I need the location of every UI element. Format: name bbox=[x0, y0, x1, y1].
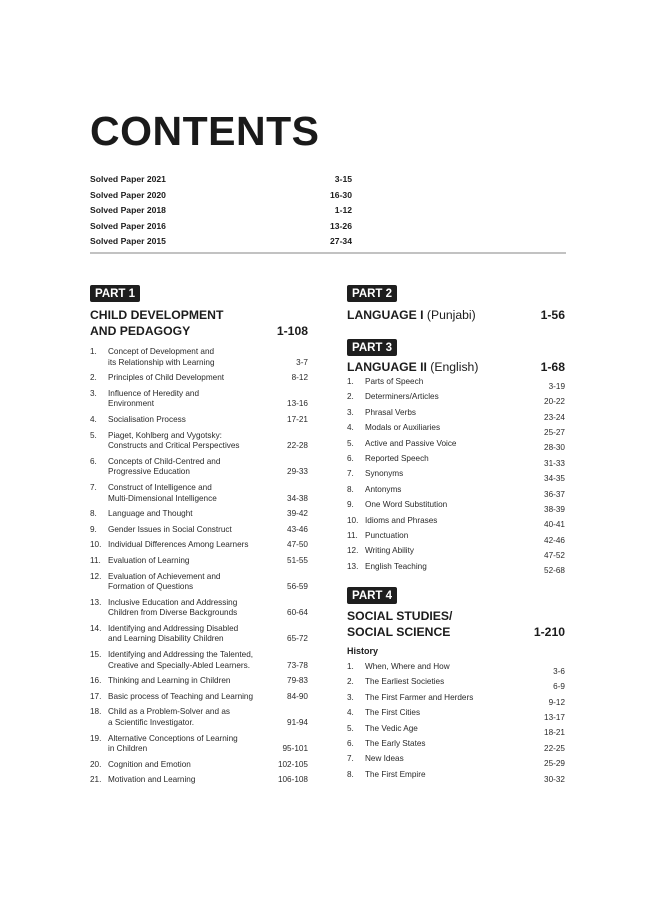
toc-item-pages: 40-41 bbox=[544, 520, 565, 530]
toc-item-title-line2: Environment bbox=[108, 399, 154, 409]
toc-item-pages: 13-16 bbox=[287, 399, 308, 409]
toc-item-pages: 34-35 bbox=[544, 474, 565, 484]
toc-item bbox=[90, 692, 308, 703]
toc-item-title bbox=[108, 415, 268, 426]
toc-item-title bbox=[108, 483, 268, 504]
toc-item-title-line1: Cognition and Emotion bbox=[108, 759, 191, 769]
toc-item-pages: 22-25 bbox=[544, 743, 565, 753]
page-title: CONTENTS bbox=[90, 108, 320, 154]
toc-item-number: 9. bbox=[90, 524, 97, 534]
toc-item bbox=[347, 562, 565, 577]
toc-item-title-line1: Evaluation of Learning bbox=[108, 555, 190, 565]
part1-items bbox=[90, 347, 308, 786]
toc-item bbox=[347, 739, 565, 754]
toc-item-title: English Teaching bbox=[365, 561, 427, 571]
toc-item-pages: 6-9 bbox=[553, 682, 565, 692]
toc-item bbox=[347, 485, 565, 500]
toc-item bbox=[90, 775, 308, 786]
toc-item-title-line2: Progressive Education bbox=[108, 467, 190, 477]
toc-item-title: One Word Substitution bbox=[365, 500, 448, 510]
toc-item-title: When, Where and How bbox=[365, 662, 450, 672]
toc-item-number: 12. bbox=[90, 571, 102, 581]
toc-item-pages: 25-29 bbox=[544, 759, 565, 769]
toc-item-title bbox=[108, 676, 268, 687]
toc-item-pages: 9-12 bbox=[548, 697, 565, 707]
toc-item-title-line1: Basic process of Teaching and Learning bbox=[108, 691, 254, 701]
toc-item-number: 19. bbox=[90, 733, 102, 743]
part1-heading bbox=[90, 308, 308, 339]
toc-item-number: 16. bbox=[90, 676, 102, 686]
toc-item bbox=[347, 724, 565, 739]
toc-item-number: 6. bbox=[347, 739, 354, 749]
toc-item-title bbox=[108, 650, 268, 671]
toc-item-number: 4. bbox=[90, 414, 97, 424]
toc-item-number: 5. bbox=[90, 430, 97, 440]
toc-item-title-line2: a Scientific Investigator. bbox=[108, 718, 195, 728]
toc-item-number: 1. bbox=[347, 377, 354, 386]
toc-item-pages: 52-68 bbox=[544, 566, 565, 576]
toc-item-title-line1: Evaluation of Achievement and bbox=[108, 571, 221, 581]
toc-item-title-line2: Creative and Specially-Abled Learners. bbox=[108, 660, 250, 670]
toc-item-title bbox=[108, 347, 268, 368]
solved-paper-row bbox=[90, 190, 352, 206]
divider bbox=[90, 252, 566, 254]
part4-heading-line2: SOCIAL SCIENCE bbox=[347, 624, 451, 639]
toc-item-title-line1: Individual Differences Among Learners bbox=[108, 540, 249, 550]
solved-paper-row bbox=[90, 221, 352, 237]
toc-item-pages: 28-30 bbox=[544, 443, 565, 453]
toc-item-title bbox=[108, 431, 268, 452]
toc-item-title-line2: its Relationship with Learning bbox=[108, 357, 215, 367]
toc-item-number: 3. bbox=[347, 692, 354, 702]
toc-item-title-line1: Language and Thought bbox=[108, 509, 193, 519]
toc-item-number: 11. bbox=[90, 555, 101, 565]
part3-badge: PART 3 bbox=[347, 339, 397, 356]
toc-item-title: Modals or Auxiliaries bbox=[365, 423, 441, 433]
part4-items bbox=[347, 662, 565, 785]
toc-item bbox=[347, 439, 565, 454]
part2-badge: PART 2 bbox=[347, 285, 397, 302]
toc-item bbox=[90, 525, 308, 536]
toc-item-pages: 51-55 bbox=[287, 555, 308, 565]
toc-item-number: 1. bbox=[90, 347, 97, 356]
toc-item bbox=[90, 624, 308, 645]
part1-heading-line1: CHILD DEVELOPMENT bbox=[90, 308, 224, 322]
toc-item-title bbox=[108, 624, 268, 645]
part3-range: 1-68 bbox=[540, 359, 565, 374]
toc-item-pages: 91-94 bbox=[287, 718, 308, 728]
toc-item bbox=[90, 734, 308, 755]
toc-item-title-line2: Formation of Questions bbox=[108, 582, 194, 592]
toc-item-pages: 42-46 bbox=[544, 535, 565, 545]
solved-papers-list bbox=[90, 174, 352, 252]
toc-item-title-line2: Constructs and Critical Perspectives bbox=[108, 441, 240, 451]
toc-item-pages: 65-72 bbox=[287, 634, 308, 644]
toc-item-number: 2. bbox=[90, 373, 97, 383]
part4-range: 1-210 bbox=[533, 624, 565, 639]
toc-item-title bbox=[108, 760, 268, 771]
toc-item bbox=[90, 483, 308, 504]
toc-item-pages: 73-78 bbox=[287, 660, 308, 670]
toc-item-title bbox=[108, 525, 268, 536]
toc-item-title: Antonyms bbox=[365, 484, 402, 494]
toc-item bbox=[347, 531, 565, 546]
toc-item-title-line2: in Children bbox=[108, 744, 148, 754]
toc-item-title: Synonyms bbox=[365, 469, 404, 479]
toc-item-pages: 3-7 bbox=[296, 357, 308, 367]
toc-item-title bbox=[108, 457, 268, 478]
toc-item bbox=[347, 754, 565, 769]
toc-item bbox=[347, 423, 565, 438]
toc-item-number: 9. bbox=[347, 500, 354, 510]
solved-paper-pages: 1-12 bbox=[334, 205, 352, 216]
toc-item bbox=[347, 677, 565, 692]
toc-item bbox=[90, 650, 308, 671]
toc-item-title-line1: Inclusive Education and Addressing bbox=[108, 597, 238, 607]
toc-item-title bbox=[108, 692, 268, 703]
solved-paper-label: Solved Paper 2020 bbox=[90, 189, 166, 200]
toc-item-number: 18. bbox=[90, 707, 102, 717]
toc-item-pages: 29-33 bbox=[287, 467, 308, 477]
toc-item-title-line2: Multi-Dimensional Intelligence bbox=[108, 493, 217, 503]
toc-item-title: Determiners/Articles bbox=[365, 392, 439, 402]
toc-item bbox=[90, 347, 308, 368]
toc-item-title bbox=[108, 598, 268, 619]
toc-item-number: 15. bbox=[90, 650, 102, 660]
toc-item-title-line1: Motivation and Learning bbox=[108, 775, 196, 785]
toc-item-title: New Ideas bbox=[365, 754, 404, 764]
solved-paper-label: Solved Paper 2016 bbox=[90, 220, 166, 231]
toc-item-title bbox=[108, 540, 268, 551]
toc-item-number: 12. bbox=[347, 546, 359, 556]
toc-item-pages: 23-24 bbox=[544, 412, 565, 422]
toc-item-number: 3. bbox=[90, 388, 97, 398]
toc-item bbox=[90, 457, 308, 478]
toc-item-pages: 8-12 bbox=[291, 373, 308, 383]
toc-item bbox=[347, 454, 565, 469]
toc-item-title-line1: Socialisation Process bbox=[108, 414, 186, 424]
part1-range: 1-108 bbox=[276, 323, 308, 338]
toc-item-pages: 39-42 bbox=[287, 509, 308, 519]
toc-item bbox=[347, 500, 565, 515]
toc-item-number: 6. bbox=[90, 456, 97, 466]
toc-item bbox=[90, 373, 308, 384]
part2-range: 1-56 bbox=[540, 308, 565, 322]
part4-heading-line1: SOCIAL STUDIES/ bbox=[347, 609, 453, 624]
toc-item bbox=[347, 546, 565, 561]
toc-item-number: 2. bbox=[347, 392, 354, 402]
toc-item-title: The Earliest Societies bbox=[365, 677, 445, 687]
toc-item-pages: 13-17 bbox=[544, 713, 565, 723]
toc-item-number: 7. bbox=[90, 482, 97, 492]
solved-paper-row bbox=[90, 174, 352, 190]
toc-item-title-line1: Identifying and Addressing Disabled bbox=[108, 623, 239, 633]
toc-item-title: The Vedic Age bbox=[365, 723, 418, 733]
toc-item-pages: 30-32 bbox=[544, 774, 565, 784]
toc-item-title: The Early States bbox=[365, 739, 426, 749]
toc-item-pages: 31-33 bbox=[544, 458, 565, 468]
toc-item-title bbox=[108, 389, 268, 410]
toc-item bbox=[347, 469, 565, 484]
toc-item-title-line1: Influence of Heredity and bbox=[108, 388, 200, 398]
toc-item-title-line1: Concepts of Child-Centred and bbox=[108, 456, 221, 466]
part2-heading bbox=[347, 308, 565, 324]
part3-items bbox=[347, 377, 565, 577]
toc-item bbox=[90, 707, 308, 728]
toc-item-title: Active and Passive Voice bbox=[365, 438, 457, 448]
toc-item bbox=[90, 760, 308, 771]
solved-paper-label: Solved Paper 2021 bbox=[90, 174, 166, 184]
toc-item-title: Reported Speech bbox=[365, 453, 429, 463]
toc-item-pages: 102-105 bbox=[277, 759, 308, 769]
toc-item bbox=[347, 662, 565, 677]
toc-item-title: Punctuation bbox=[365, 530, 409, 540]
toc-item-number: 8. bbox=[90, 509, 97, 519]
toc-item-pages: 95-101 bbox=[282, 744, 308, 754]
toc-item-title-line1: Piaget, Kohlberg and Vygotsky: bbox=[108, 430, 222, 440]
toc-item-title-line1: Child as a Problem-Solver and as bbox=[108, 707, 230, 717]
toc-item-number: 8. bbox=[347, 484, 354, 494]
toc-item-title-line1: Construct of Intelligence and bbox=[108, 482, 212, 492]
toc-item bbox=[347, 392, 565, 407]
toc-item-title bbox=[108, 707, 268, 728]
toc-item-title bbox=[108, 775, 268, 786]
toc-item bbox=[90, 415, 308, 426]
toc-item-title-line2: and Learning Disability Children bbox=[108, 634, 224, 644]
toc-item-number: 5. bbox=[347, 438, 354, 448]
toc-item bbox=[90, 598, 308, 619]
toc-item-number: 4. bbox=[347, 423, 354, 433]
solved-paper-pages: 13-26 bbox=[330, 220, 352, 231]
toc-item-pages: 47-50 bbox=[287, 540, 308, 550]
part1-section bbox=[90, 284, 308, 791]
toc-item-number: 5. bbox=[347, 723, 354, 733]
toc-item-pages: 17-21 bbox=[287, 414, 308, 424]
part4-badge: PART 4 bbox=[347, 587, 397, 604]
toc-item-title: The First Farmer and Herders bbox=[365, 692, 474, 702]
part3-heading-light: (English) bbox=[430, 359, 479, 374]
toc-item-title-line1: Gender Issues in Social Construct bbox=[108, 524, 232, 534]
toc-item-title-line1: Principles of Child Development bbox=[108, 373, 225, 383]
toc-item-number: 7. bbox=[347, 754, 354, 764]
toc-item-title-line1: Thinking and Learning in Children bbox=[108, 676, 231, 686]
toc-item bbox=[90, 509, 308, 520]
toc-item-number: 6. bbox=[347, 453, 354, 463]
toc-item-pages: 79-83 bbox=[287, 676, 308, 686]
toc-item bbox=[90, 676, 308, 687]
part3-heading bbox=[347, 360, 565, 376]
toc-item-pages: 25-27 bbox=[544, 427, 565, 437]
toc-item-title: Parts of Speech bbox=[365, 377, 424, 386]
solved-paper-pages: 16-30 bbox=[330, 189, 352, 200]
toc-item-pages: 106-108 bbox=[277, 775, 308, 785]
toc-item-number: 17. bbox=[90, 691, 102, 701]
toc-item-title: Phrasal Verbs bbox=[365, 407, 416, 417]
toc-item-title-line2: Children from Diverse Backgrounds bbox=[108, 608, 238, 618]
solved-paper-label: Solved Paper 2018 bbox=[90, 205, 166, 216]
toc-item-number: 3. bbox=[347, 407, 354, 417]
toc-item bbox=[347, 377, 565, 392]
part3-heading-bold: LANGUAGE II bbox=[347, 359, 427, 374]
toc-item bbox=[347, 770, 565, 785]
toc-item-title: Writing Ability bbox=[365, 546, 414, 556]
right-column bbox=[347, 284, 565, 785]
toc-item-number: 21. bbox=[90, 775, 102, 785]
toc-item-title: The First Empire bbox=[365, 769, 426, 779]
toc-item-title bbox=[108, 373, 268, 384]
toc-item-pages: 20-22 bbox=[544, 397, 565, 407]
toc-item-title bbox=[108, 509, 268, 520]
toc-item-number: 10. bbox=[90, 540, 102, 550]
toc-item-pages: 18-21 bbox=[544, 728, 565, 738]
toc-item-pages: 60-64 bbox=[287, 608, 308, 618]
solved-paper-row bbox=[90, 205, 352, 221]
toc-item bbox=[90, 540, 308, 551]
toc-item bbox=[90, 431, 308, 452]
part1-badge: PART 1 bbox=[90, 285, 140, 302]
toc-item-pages: 3-6 bbox=[553, 666, 565, 676]
toc-item-pages: 38-39 bbox=[544, 504, 565, 514]
toc-item bbox=[347, 693, 565, 708]
toc-item-number: 20. bbox=[90, 759, 102, 769]
toc-item-number: 11. bbox=[347, 530, 358, 540]
toc-item bbox=[347, 516, 565, 531]
toc-item bbox=[90, 572, 308, 593]
toc-item-title: The First Cities bbox=[365, 708, 421, 718]
toc-item bbox=[347, 408, 565, 423]
toc-item-pages: 47-52 bbox=[544, 551, 565, 561]
part2-heading-light: (Punjabi) bbox=[426, 308, 476, 322]
toc-item bbox=[90, 389, 308, 410]
toc-item-number: 10. bbox=[347, 515, 359, 525]
solved-paper-pages: 3-15 bbox=[334, 174, 352, 184]
toc-item-number: 7. bbox=[347, 469, 354, 479]
part4-subheading: History bbox=[347, 646, 379, 657]
toc-item-pages: 36-37 bbox=[544, 489, 565, 499]
part4-heading bbox=[347, 609, 565, 640]
toc-item-pages: 22-28 bbox=[287, 441, 308, 451]
toc-item-number: 8. bbox=[347, 769, 354, 779]
toc-item-pages: 84-90 bbox=[287, 691, 308, 701]
part1-heading-line2: AND PEDAGOGY bbox=[90, 323, 191, 338]
toc-item-pages: 43-46 bbox=[287, 524, 308, 534]
toc-item-title-line1: Alternative Conceptions of Learning bbox=[108, 733, 238, 743]
toc-item-number: 14. bbox=[90, 623, 102, 633]
toc-item bbox=[90, 556, 308, 567]
part2-heading-bold: LANGUAGE I bbox=[347, 308, 424, 322]
solved-paper-pages: 27-34 bbox=[330, 236, 352, 247]
toc-item-pages: 34-38 bbox=[287, 493, 308, 503]
toc-item-title bbox=[108, 572, 268, 593]
toc-item-pages: 56-59 bbox=[287, 582, 308, 592]
toc-item-title-line1: Concept of Development and bbox=[108, 347, 215, 356]
toc-item-pages: 3-19 bbox=[548, 381, 565, 391]
toc-item-title bbox=[108, 556, 268, 567]
toc-item-title-line1: Identifying and Addressing the Talented, bbox=[108, 650, 254, 660]
toc-item-number: 1. bbox=[347, 662, 354, 672]
toc-item-number: 4. bbox=[347, 708, 354, 718]
solved-paper-row bbox=[90, 236, 352, 252]
toc-item-number: 13. bbox=[347, 561, 359, 571]
toc-item-number: 2. bbox=[347, 677, 354, 687]
toc-item bbox=[347, 708, 565, 723]
toc-item-title: Idioms and Phrases bbox=[365, 515, 438, 525]
toc-item-number: 13. bbox=[90, 597, 102, 607]
solved-paper-label: Solved Paper 2015 bbox=[90, 236, 166, 247]
toc-item-title bbox=[108, 734, 268, 755]
